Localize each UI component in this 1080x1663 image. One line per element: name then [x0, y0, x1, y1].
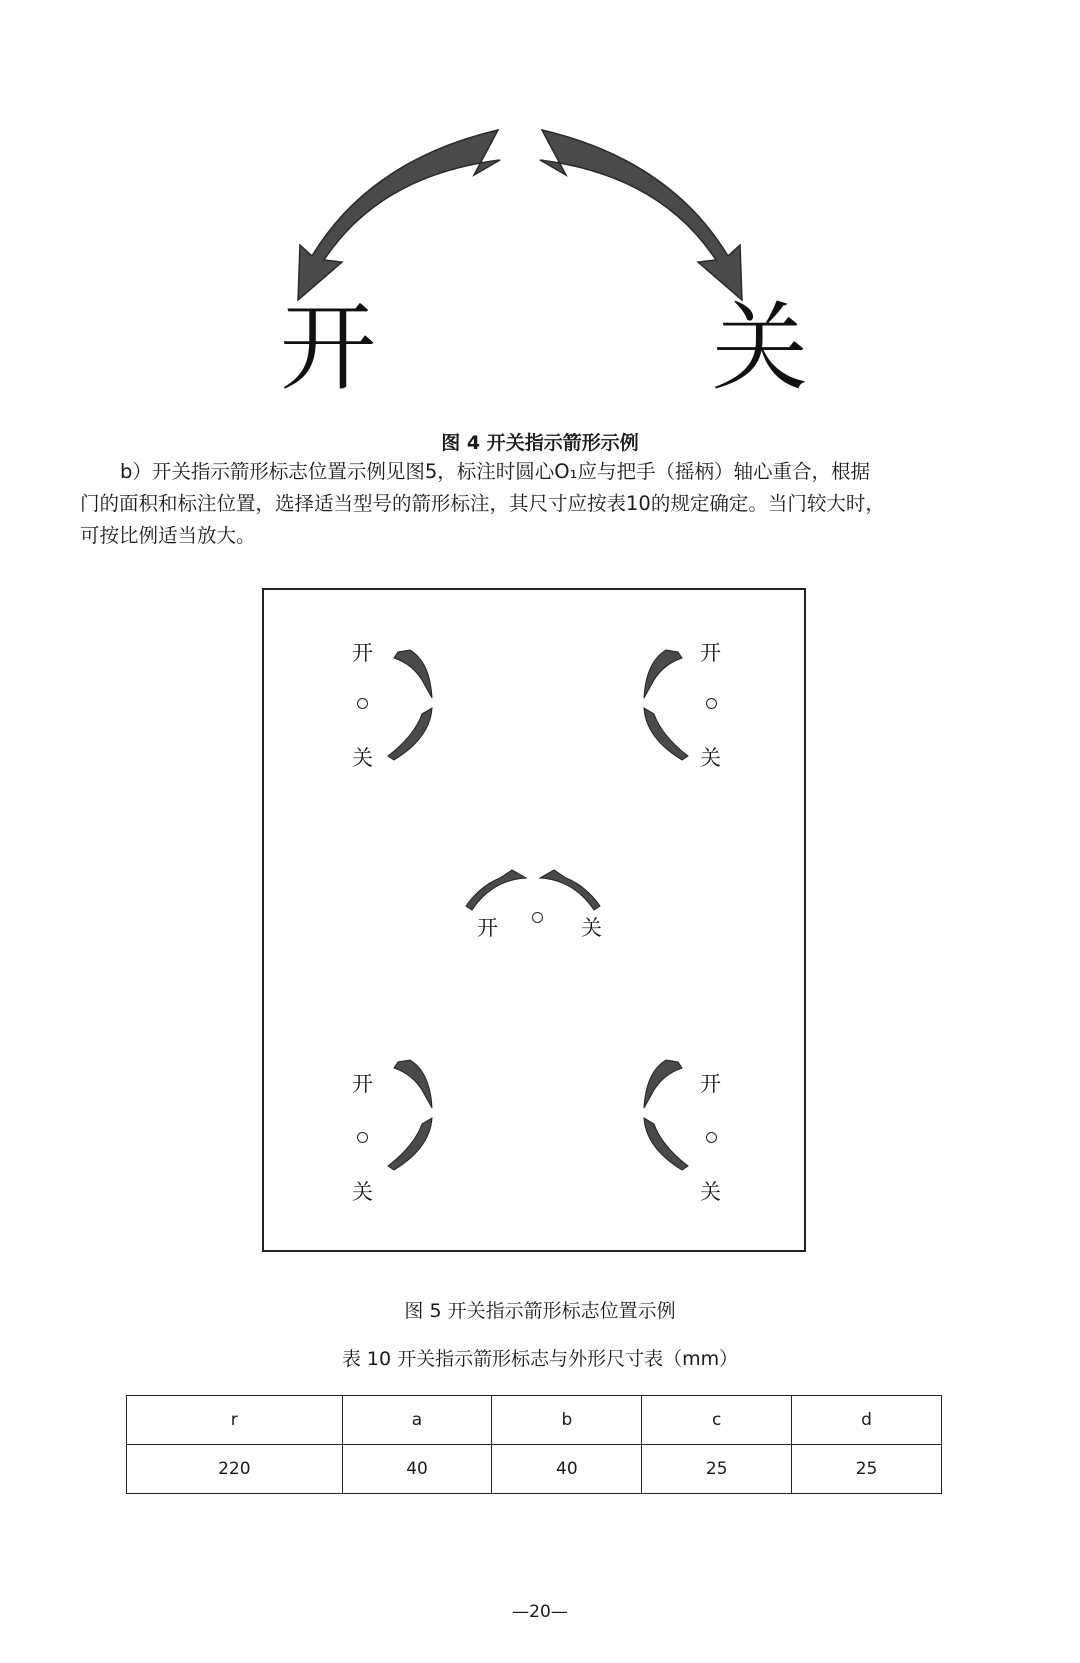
- fig5-mid-handle-circle: [532, 912, 543, 923]
- table-header-cell: a: [342, 1396, 492, 1445]
- table-cell: 220: [127, 1445, 343, 1494]
- page-number: —20—: [512, 1602, 568, 1622]
- fig5-bl-open-label: 开: [352, 1072, 373, 1096]
- table-cell: 40: [342, 1445, 492, 1494]
- fig5-mid-close-arrow: [540, 870, 600, 910]
- figure4-caption: 图 4 开关指示箭形示例: [441, 432, 639, 454]
- figure4-open-label: 开: [280, 292, 376, 404]
- figure4-close-label: 关: [712, 292, 808, 404]
- table-header-row: [127, 1396, 942, 1445]
- fig5-br-close-arrow: [644, 1118, 688, 1170]
- figure4-arrows: [0, 0, 1080, 404]
- table-header-cell: r: [127, 1396, 343, 1445]
- fig5-bl-open-arrow: [394, 1060, 432, 1108]
- fig5-bl-handle-circle: [357, 1132, 368, 1143]
- paragraph-line-1: b）开关指示箭形标志位置示例见图5，标注时圆心O₁应与把手（摇柄）轴心重合，根据: [120, 460, 870, 483]
- paragraph-line-3: 可按比例适当放大。: [80, 524, 256, 547]
- fig5-tl-handle-circle: [357, 698, 368, 709]
- figure4-open-arrow: [298, 130, 500, 300]
- body-paragraph: [80, 456, 1010, 552]
- fig5-mid-close-label: 关: [581, 916, 602, 940]
- fig5-tl-close-label: 关: [352, 746, 373, 770]
- fig5-tl-open-label: 开: [352, 641, 373, 665]
- table-cell: 25: [642, 1445, 792, 1494]
- table10: [126, 1395, 942, 1494]
- table-header-cell: b: [492, 1396, 642, 1445]
- fig5-mid-open-arrow: [466, 870, 526, 910]
- fig5-mid-open-label: 开: [477, 916, 498, 940]
- figure5-caption: 图 5 开关指示箭形标志位置示例: [404, 1300, 676, 1322]
- fig5-tl-open-arrow: [394, 650, 432, 698]
- fig5-bl-close-label: 关: [352, 1180, 373, 1204]
- figure4-close-arrow: [540, 130, 742, 300]
- fig5-tr-open-arrow: [644, 650, 682, 698]
- table-header-cell: d: [792, 1396, 942, 1445]
- table-row: [127, 1445, 942, 1494]
- fig5-bl-close-arrow: [388, 1118, 432, 1170]
- table-cell: 40: [492, 1445, 642, 1494]
- fig5-br-close-label: 关: [700, 1180, 721, 1204]
- table10-caption: 表 10 开关指示箭形标志与外形尺寸表（mm）: [341, 1348, 739, 1370]
- fig5-tr-handle-circle: [706, 698, 717, 709]
- fig5-br-open-label: 开: [700, 1072, 721, 1096]
- fig5-tl-close-arrow: [388, 708, 432, 760]
- fig5-br-open-arrow: [644, 1060, 682, 1108]
- fig5-tr-close-label: 关: [700, 746, 721, 770]
- fig5-tr-open-label: 开: [700, 641, 721, 665]
- table-header-cell: c: [642, 1396, 792, 1445]
- paragraph-line-2: 门的面积和标注位置，选择适当型号的箭形标注，其尺寸应按表10的规定确定。当门较大时，: [80, 492, 885, 515]
- fig5-tr-close-arrow: [644, 708, 688, 760]
- fig5-br-handle-circle: [706, 1132, 717, 1143]
- table-cell: 25: [792, 1445, 942, 1494]
